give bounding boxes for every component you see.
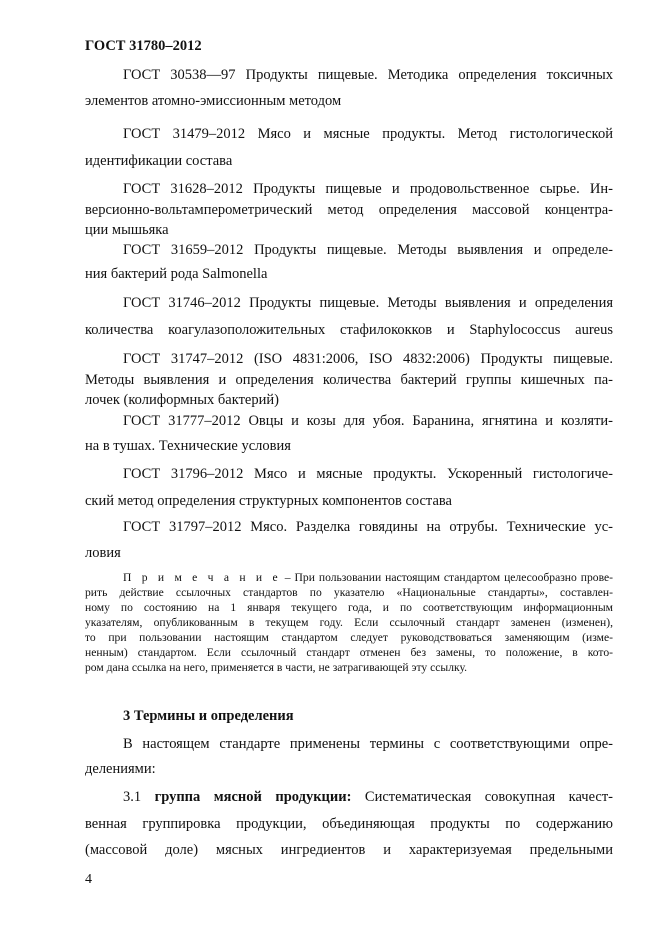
definition-line-1: венная группировка продукции, объединяющая продукты по содержанию [85,816,613,832]
note-line-1: рить действие ссылочных стандартов по указателю «Национальные стандарты», составлен- [85,586,613,599]
document-id-header: ГОСТ 31780–2012 [85,38,202,54]
reference-6-line-1: на в тушах. Технические условия [85,438,291,454]
reference-1-line-1: идентификации состава [85,153,233,169]
reference-0-line-0: ГОСТ 30538—97 Продукты пищевые. Методика определения токсичных [123,67,613,83]
reference-2-line-0: ГОСТ 31628–2012 Продукты пищевые и продовольственное сырье. Ин- [123,181,613,197]
reference-6-line-0: ГОСТ 31777–2012 Овцы и козы для убоя. Баранина, ягнятина и козляти- [123,413,613,429]
reference-3-line-1: ния бактерий рода Salmonella [85,266,268,282]
reference-5-line-1: Методы выявления и определения количества бактерий группы кишечных па- [85,372,613,388]
reference-8-line-0: ГОСТ 31797–2012 Мясо. Разделка говядины на отрубы. Технические ус- [123,519,613,535]
reference-5-line-2: лочек (колиформных бактерий) [85,392,279,408]
reference-0-line-1: элементов атомно-эмиссионным методом [85,93,342,109]
reference-3-line-0: ГОСТ 31659–2012 Продукты пищевые. Методы выявления и определе- [123,242,613,258]
reference-4-line-1: количества коагулазоположительных стафилококков и Staphylococcus aureus [85,322,613,338]
note-line-3: указателям, опубликованным в текущем году. Если ссылочный стандарт заменен (изменен), [85,616,613,629]
definition-line-0-text: Систематическая совокупная качест- [351,789,613,805]
definition-line-0 [123,788,613,806]
note-line-2: ному по состоянию на 1 января текущего года, и по соответствующим информационным [85,601,613,614]
reference-7-line-0: ГОСТ 31796–2012 Мясо и мясные продукты. Ускоренный гистологиче- [123,466,613,482]
reference-1-line-0: ГОСТ 31479–2012 Мясо и мясные продукты. Метод гистологической [123,126,613,142]
definition-number: 3.1 [123,789,155,805]
reference-7-line-1: ский метод определения структурных компонентов состава [85,493,452,509]
note-line-4: то при пользовании настоящим стандартом следует руководствоваться заменяющим (изме- [85,631,613,644]
note-line-0 [123,571,613,585]
definition-line-2: (массовой доле) мясных ингредиентов и характеризуемая предельными [85,842,613,858]
reference-5-line-0: ГОСТ 31747–2012 (ISO 4831:2006, ISO 4832:2006) Продукты пищевые. [123,351,613,367]
reference-2-line-1: версионно-вольтамперометрический метод определения массовой концентра- [85,202,613,218]
note-label: П р и м е ч а н и е [123,571,281,584]
note-line-0-text: – При пользовании настоящим стандартом целесообразно прове- [280,571,613,584]
reference-8-line-1: ловия [85,545,121,561]
page-number: 4 [85,872,92,887]
section-heading: 3 Термины и определения [123,708,294,724]
reference-2-line-2: ции мышьяка [85,222,169,238]
section-intro-line-1: делениями: [85,761,156,777]
note-line-5: ненным) стандартом. Если ссылочный стандарт отменен без замены, то положение, в кото- [85,646,613,659]
definition-term: группа мясной продукции: [154,789,352,805]
section-intro-line-0: В настоящем стандарте применены термины с соответствующими опре- [123,736,613,752]
reference-4-line-0: ГОСТ 31746–2012 Продукты пищевые. Методы выявления и определения [123,295,613,311]
note-line-6: ром дана ссылка на него, применяется в части, не затрагивающей эту ссылку. [85,661,467,674]
